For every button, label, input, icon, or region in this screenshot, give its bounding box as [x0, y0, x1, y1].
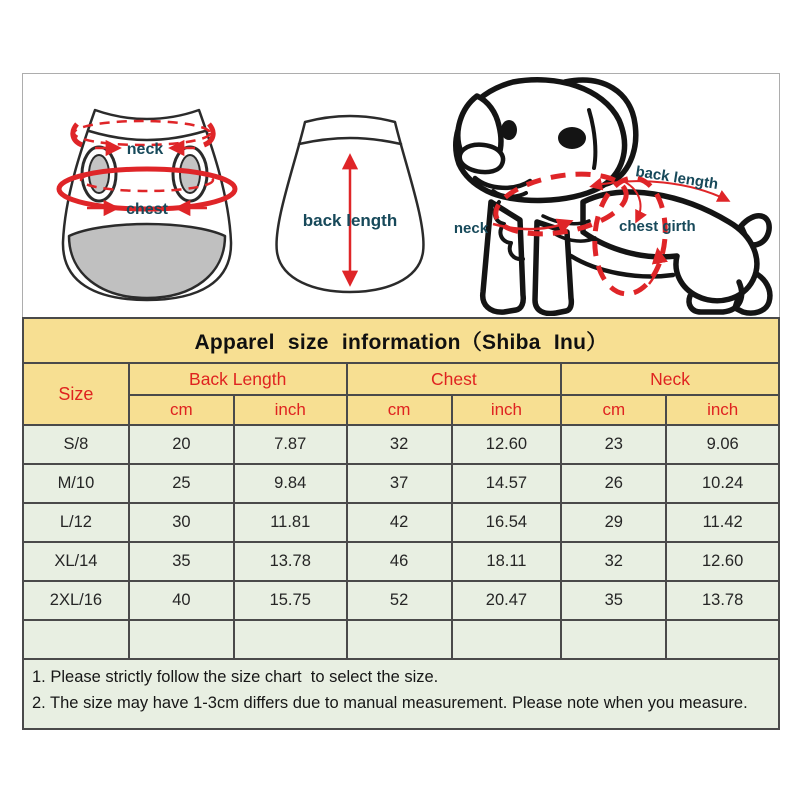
unit-header: inch	[666, 395, 779, 425]
table-row	[23, 542, 779, 581]
value-cell: 20	[129, 425, 234, 464]
value-cell: 11.42	[666, 503, 779, 542]
value-cell	[347, 620, 452, 659]
dog-back-length-label: back length	[634, 163, 720, 193]
measurement-diagram-svg	[23, 74, 779, 316]
value-cell: 52	[347, 581, 452, 620]
header-group-chest: Chest	[347, 363, 562, 395]
size-table	[22, 362, 780, 660]
table-title-band	[22, 317, 780, 362]
value-cell: 32	[347, 425, 452, 464]
notes-panel	[22, 660, 780, 730]
unit-header: cm	[347, 395, 452, 425]
measurement-diagram-panel	[22, 73, 780, 317]
value-cell: 32	[561, 542, 666, 581]
value-cell: 12.60	[666, 542, 779, 581]
value-cell: 7.87	[234, 425, 347, 464]
value-cell: 46	[347, 542, 452, 581]
table-row-empty	[23, 620, 779, 659]
size-cell	[23, 620, 129, 659]
front-neck-label: neck	[126, 141, 164, 158]
value-cell: 13.78	[234, 542, 347, 581]
size-cell: L/12	[23, 503, 129, 542]
value-cell: 42	[347, 503, 452, 542]
value-cell: 29	[561, 503, 666, 542]
dog-chest-girth-label: chest girth	[619, 218, 696, 235]
unit-header: cm	[561, 395, 666, 425]
value-cell: 30	[129, 503, 234, 542]
note-line-2: 2. The size may have 1-3cm differs due to manual measurement. Please note when you measure.	[32, 693, 748, 712]
dog-right-eye	[558, 127, 586, 149]
table-row	[23, 425, 779, 464]
value-cell: 9.84	[234, 464, 347, 503]
back-length-label: back length	[302, 211, 398, 230]
value-cell	[129, 620, 234, 659]
unit-header: inch	[452, 395, 562, 425]
size-cell: XL/14	[23, 542, 129, 581]
value-cell	[452, 620, 562, 659]
value-cell: 35	[129, 542, 234, 581]
value-cell: 20.47	[452, 581, 562, 620]
dog-left-eye	[501, 120, 517, 140]
value-cell: 11.81	[234, 503, 347, 542]
dog-body	[583, 192, 757, 301]
header-group-back-length: Back Length	[129, 363, 347, 395]
value-cell: 26	[561, 464, 666, 503]
unit-header: inch	[234, 395, 347, 425]
table-row	[23, 503, 779, 542]
size-cell: M/10	[23, 464, 129, 503]
value-cell: 35	[561, 581, 666, 620]
value-cell: 12.60	[452, 425, 562, 464]
header-size: Size	[23, 363, 129, 425]
value-cell: 23	[561, 425, 666, 464]
dog-illustration	[453, 80, 770, 314]
value-cell: 25	[129, 464, 234, 503]
header-group-neck: Neck	[561, 363, 779, 395]
dog-neck-label: neck	[453, 220, 489, 237]
value-cell	[561, 620, 666, 659]
value-cell: 37	[347, 464, 452, 503]
value-cell: 13.78	[666, 581, 779, 620]
table-title: Apparel size information（Shiba Inu）	[194, 330, 608, 354]
dog-nose	[460, 145, 503, 172]
unit-header: cm	[129, 395, 234, 425]
size-cell: 2XL/16	[23, 581, 129, 620]
value-cell: 10.24	[666, 464, 779, 503]
value-cell: 16.54	[452, 503, 562, 542]
value-cell: 14.57	[452, 464, 562, 503]
value-cell	[666, 620, 779, 659]
table-row	[23, 464, 779, 503]
front-chest-label: chest	[126, 201, 168, 218]
value-cell: 40	[129, 581, 234, 620]
table-row	[23, 581, 779, 620]
value-cell	[234, 620, 347, 659]
value-cell: 15.75	[234, 581, 347, 620]
size-cell: S/8	[23, 425, 129, 464]
value-cell: 18.11	[452, 542, 562, 581]
value-cell: 9.06	[666, 425, 779, 464]
note-line-1: 1. Please strictly follow the size chart to select the size.	[32, 668, 439, 686]
size-chart-content	[22, 73, 780, 730]
